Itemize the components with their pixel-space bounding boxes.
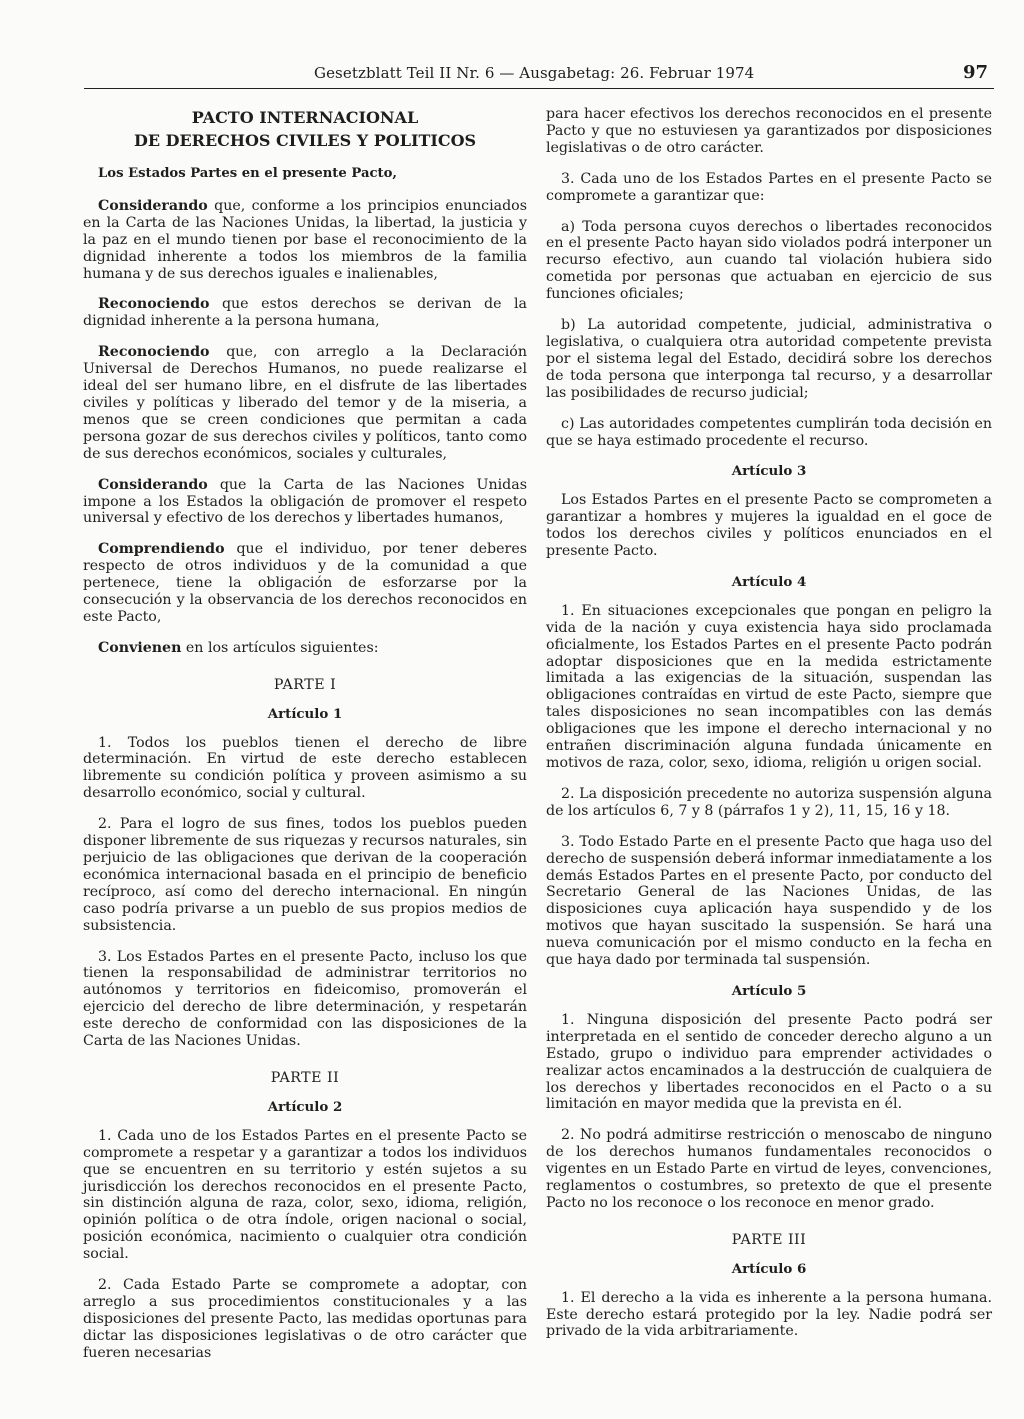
- part-heading: PARTE I: [273, 676, 337, 693]
- article-paragraph: 2. No podrá admitirse restricción o menoscabo de ninguno de los derechos humanos fundamentales reconocidos o vigentes en un Estado Parte en virtud de leyes, convenciones, reglamentos o costumbres, so pretexto de que el presente Pacto no los reconoce o los reconoce en menor grado.: [546, 1127, 992, 1211]
- article-heading: Artículo 1: [267, 705, 343, 722]
- preamble-keyword: Convienen: [98, 639, 182, 656]
- article-paragraph: 3. Todo Estado Parte en el presente Pacto que haga uso del derecho de suspensión deberá informar inmediatamente a los demás Estados Partes en el presente Pacto, por conducto del Secretario General de las Naciones Unidas, de las disposiciones cuya aplicación haya suspendido y de los motivos que hayan suscitado la suspensión. Se hará una nueva comunicación por el mismo conducto en la fecha en que haya dado por terminada tal suspensión.: [546, 833, 992, 969]
- preamble-text: que el individuo, por tener deberes respecto de otros individuos y de la comunidad a que pertenece, tiene la obligación de esforzarse por la consecución y la observancia de los derechos reconocidos en este Pacto,: [83, 541, 527, 625]
- article-paragraph-continuation: para hacer efectivos los derechos reconocidos en el presente Pacto y que no estuviesen ya garantizados por disposiciones legislativas o de otro carácter.: [546, 106, 992, 156]
- article-subparagraph: c) Las autoridades competentes cumplirán toda decisión en que se haya estimado procedente el recurso.: [546, 415, 992, 449]
- article-subparagraph: a) Toda persona cuyos derechos o libertades reconocidos en el presente Pacto hayan sido violados podrá interponer un recurso efectivo, aun cuando tal violación hubiera sido cometida por personas que actuaban en ejercicio de sus funciones oficiales;: [546, 218, 992, 303]
- article-paragraph: 2. La disposición precedente no autoriza suspensión alguna de los artículos 6, 7 y 8 (párrafos 1 y 2), 11, 15, 16 y 18.: [546, 785, 992, 819]
- preamble-text: que, conforme a los principios enunciados en la Carta de las Naciones Unidas, la libertad, la justicia y la paz en el mundo tienen por base el reconocimiento de la dignidad inherente a todos los miembros de la familia humana y de sus derechos iguales e inalienables,: [83, 197, 527, 282]
- preamble-keyword: Considerando: [98, 197, 208, 214]
- preamble-keyword: Comprendiendo: [98, 541, 225, 558]
- preamble-paragraph: [83, 640, 527, 657]
- article-paragraph: 1. Ninguna disposición del presente Pacto podrá ser interpretada en el sentido de conceder derecho alguno a un Estado, grupo o individuo para emprender actividades o realizar actos encaminados a la destrucción de cualquiera de los derechos y libertades reconocidos en el Pacto o a su limitación en mayor medida que la prevista en él.: [546, 1011, 992, 1113]
- article-paragraph: 1. Cada uno de los Estados Partes en el presente Pacto se compromete a respetar y a garantizar a todos los individuos que se encuentren en su territorio y estén sujetos a su jurisdicción los derechos reconocidos en el presente Pacto, sin distinción alguna de raza, color, sexo, idioma, religión, opinión política o de otra índole, origen nacional o social, posición económica, nacimiento o cualquier otra condición social.: [83, 1127, 527, 1263]
- article-paragraph: 1. Todos los pueblos tienen el derecho de libre determinación. En virtud de este derecho establecen libremente su condición política y proveen asimismo a su desarrollo económico, social y cultural.: [83, 734, 527, 802]
- document-title: [83, 106, 527, 152]
- article-paragraph: 3. Los Estados Partes en el presente Pacto, incluso los que tienen la responsabilidad de administrar territorios no autónomos y territorios en fideicomiso, promoverán el ejercicio del derecho de libre determinación, y respetarán este derecho de conformidad con las disposiciones de la Carta de las Naciones Unidas.: [83, 948, 527, 1050]
- preamble-paragraph: [83, 344, 527, 462]
- article-paragraph: 3. Cada uno de los Estados Partes en el presente Pacto se compromete a garantizar que:: [546, 170, 992, 204]
- article-paragraph: 2. Para el logro de sus fines, todos los pueblos pueden disponer libremente de sus riquezas y recursos naturales, sin perjuicio de las obligaciones que derivan de la cooperación económica internacional basada en el principio de beneficio recíproco, así como del derecho internacional. En ningún caso podría privarse a un pueblo de sus propios medios de subsistencia.: [83, 816, 527, 934]
- running-header-title: Gesetzblatt Teil II Nr. 6 — Ausgabetag: 26. Februar 1974: [314, 64, 755, 82]
- part-heading: PARTE III: [731, 1231, 807, 1248]
- document-title-line-1: PACTO INTERNACIONAL: [191, 108, 419, 127]
- article-paragraph: 1. En situaciones excepcionales que pongan en peligro la vida de la nación y cuya existencia haya sido proclamada oficialmente, los Estados Partes en el presente Pacto podrán adoptar disposiciones que en la medida estrictamente limitada a las exigencias de la situación, suspendan las obligaciones contraídas en virtud de este Pacto, siempre que tales disposiciones no sean incompatibles con las demás obligaciones que les impone el derecho internacional y no entrañen discriminación alguna fundada únicamente en motivos de raza, color, sexo, idioma, religión u origen social.: [546, 602, 992, 771]
- preamble-text: que, con arreglo a la Declaración Universal de Derechos Humanos, no puede realizarse el ideal del ser humano libre, en el disfrute de las libertades civiles y políticas y liberado del temor y de la miseria, a menos que se creen condiciones que permitan a cada persona gozar de sus derechos civiles y políticos, tanto como de sus derechos económicos, sociales y culturales,: [83, 344, 527, 462]
- article-heading: Artículo 6: [731, 1260, 807, 1277]
- preamble-text: que estos derechos se derivan de la dignidad inherente a la persona humana,: [83, 296, 527, 330]
- preamble-lead: Los Estados Partes en el presente Pacto,: [98, 166, 397, 181]
- article-paragraph: Los Estados Partes en el presente Pacto se comprometen a garantizar a hombres y mujeres la igualdad en el goce de todos los derechos civiles y políticos enunciados en el presente Pacto.: [546, 492, 992, 560]
- preamble-paragraph: [83, 541, 527, 626]
- preamble-paragraph: [83, 477, 527, 528]
- preamble-paragraph: [83, 296, 527, 330]
- document-title-line-2: DE DERECHOS CIVILES Y POLITICOS: [133, 131, 477, 150]
- article-paragraph: 1. El derecho a la vida es inherente a la persona humana. Este derecho estará protegido por la ley. Nadie podrá ser privado de la vida arbitrariamente.: [546, 1289, 992, 1340]
- preamble-text: que la Carta de las Naciones Unidas impone a los Estados la obligación de promover el respeto universal y efectivo de los derechos y libertades humanos,: [83, 476, 527, 527]
- page-header: [84, 62, 994, 89]
- article-heading: Artículo 4: [731, 573, 807, 590]
- preamble-text: en los artículos siguientes:: [181, 639, 379, 656]
- part-heading: PARTE II: [270, 1069, 340, 1086]
- preamble-keyword: Reconociendo: [98, 296, 210, 313]
- right-column: [546, 106, 992, 1354]
- article-heading: Artículo 2: [267, 1098, 343, 1115]
- article-paragraph: 2. Cada Estado Parte se compromete a adoptar, con arreglo a sus procedimientos constitucionales y a las disposiciones del presente Pacto, las medidas oportunas para dictar las disposiciones legislativas o de otro carácter que fueren necesarias: [83, 1277, 527, 1361]
- preamble-keyword: Considerando: [98, 476, 208, 493]
- article-subparagraph: b) La autoridad competente, judicial, administrativa o legislativa, o cualquiera otra autoridad competente prevista por el sistema legal del Estado, decidirá sobre los derechos de toda persona que interponga tal recurso, y a desarrollar las posibilidades de recurso judicial;: [546, 317, 992, 401]
- page-number: 97: [962, 62, 988, 83]
- article-heading: Artículo 3: [731, 463, 807, 480]
- preamble-paragraph: [83, 198, 527, 283]
- left-column: [83, 106, 527, 1376]
- preamble-keyword: Reconociendo: [98, 344, 210, 361]
- article-heading: Artículo 5: [731, 982, 807, 999]
